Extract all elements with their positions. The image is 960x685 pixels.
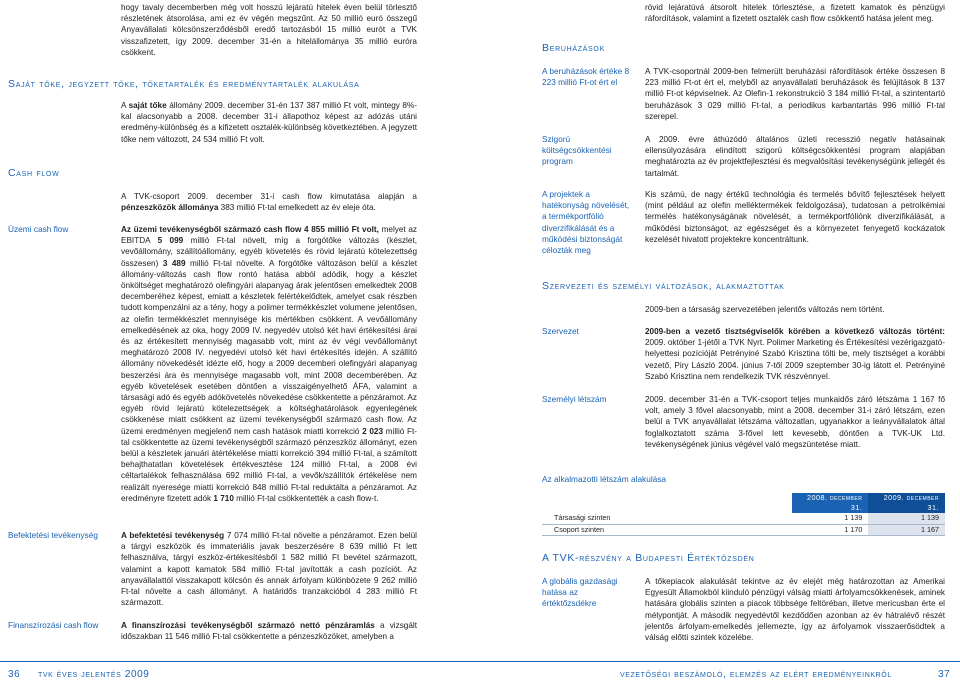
side-label-investment-value: A beruházások értéke 8 223 millió Ft-ot ért el: [542, 66, 630, 88]
share-paragraph: A tőkepiacok alakulását tekintve az év elejét még határozottan az Amerikai Egyesült Államokból kiinduló pénzügyi válság miatti árfolyamcsökkenések, aminek hatására globális szinten a piacok többsége feltöréban, illetve mericusban érte el mélypontját. A második negyedévtől kezdődően azonban az év hátralévő részét jelentős árfolyam-emelkedés jellemezte, így az árfolyamok visszaerősödtek a válság előtti szintek közelébe.: [645, 577, 945, 643]
footer-left-page-number: 36: [8, 669, 21, 680]
footer-right-title: vezetőségi beszámoló, elemzés az elért eredményeinkről: [620, 669, 892, 680]
footer-right-page-number: 37: [938, 669, 951, 680]
headcount-table-wrapper: [542, 493, 945, 536]
table-row: [542, 513, 945, 524]
financing-paragraph: A finanszírozási tevékenységből származó nettó pénzáramlás a vizsgált időszakban 11 546 millió Ft-tal csökkentette a pénzeszközöket, amelyben a: [121, 621, 417, 642]
investments-paragraph-3: Kis számú, de nagy értékű technológia és termelés bővítő fejlesztések helyett (mint például az olefin melléktermékek feldolgozása), tudatosan a petrolkémiai termelés hatékonyságának növelését, a termékportfóliónk diverzifikálását, a működési biztonságot, az egészséget és a környezetet fenyegető kockázatok kezelését hivatott projektekre koncentráltunk.: [645, 190, 945, 244]
side-label-global-effect: A globális gazdasági hatása az értéktőzsdékre: [542, 576, 618, 609]
org-paragraph-2: 2009. december 31-én a TVK-csoport teljes munkaidős záró létszáma 1 167 fő volt, amely 3 fővel alacsonyabb, mint a 2008. december 31-i záró létszám, ezen belül a TVK anyavállalat létszáma változatlan, ugyanakkor a leányvállalatok által foglalkoztatott száma 3-fővel lett kevesebb, döntően a TVK-UK Ltd. tevékenységének június végével való megszüntetése miatt.: [645, 395, 945, 449]
table-cell-2008: 1 139: [792, 513, 869, 524]
table-cell-2009: 1 167: [868, 524, 945, 536]
investing-paragraph: A befektetési tevékenység 7 074 millió Ft-tal növelte a pénzáramot. Ezen belül a tárgyi eszközök és immateriális javak beszerzésére 8 639 millió Ft lett felhasználva, tárgyi eszköz-értékesítésből 1 582 millió Ft bevétel származott, valamint a kapott kamatok 584 millió Ft-tal javították a cash pozíciót. Az anyavállalattól visszakapott kölcsön és annak árfolyam különbözete 9 262 millió Ft-tal növelte a cash állományt. A határidős tranzakcióból 4 283 millió Ft származott.: [121, 531, 417, 608]
side-label-investing: Befektetési tevékenység: [8, 530, 98, 540]
headcount-table: [542, 493, 945, 536]
cashflow-paragraph: A TVK-csoport 2009. december 31-i cash flow kimutatása alapján a pénzeszközök állománya 383 millió Ft-tal emelkedett az év eleje óta.: [121, 192, 417, 213]
table-row-label: Csoport szinten: [542, 524, 792, 536]
section-heading-cashflow: Cash flow: [8, 167, 60, 179]
table-cell-2008: 1 170: [792, 524, 869, 536]
section-heading-equity: Saját tőke, jegyzett tőke, tőketartalék és eredménytartalék alakulása: [8, 78, 360, 90]
table-header-2009: 2009. december 31.: [868, 493, 945, 513]
section-heading-share: A TVK-részvény a Budapesti Értéktőzsdén: [542, 552, 755, 564]
operating-cashflow-paragraph: Az üzemi tevékenységből származó cash flow 4 855 millió Ft volt, melyet az EBITDA 5 099 millió Ft-tal növelt, míg a forgótőke változás (készlet, vevőállomány, szállítóállomány, egyéb követelés és rövid lejáratú kötelezettség összesen) 3 489 millió Ft-tal növelte. A forgótőke változáson belül a készlet állomány-változás cash flow rontó hatása abból adódik, hogy a készlet önköltséget meghatározó olefingyári alapanyag árak jelentősen emelkedtek 2008 decemberéhez képest, emiatt a készletek felértékelődtek, amelyet csak részben tudott kompenzálni az a tény, hogy a polimer termékkészlet volumene jelentősen, az olefin termékkészlet mennyisége kis mértékben csökkent. A vevőállomány emelkedésének az oka, hogy 2009 IV. negyedév utolsó két havi értékesítési árai és az értékesített mennyiség magasabb volt, mint az év végi vevőállományt meghatározó 2008 IV. negyedévi utolsó két havi értékesítés idején. A szállító állomány növekedését idézte elő, hogy a 2009 decemberi olefingyári alapanyag beszerzési ára és mennyisége magasabb volt, mint 2008 decemberében. Az egyéb követelések esetében döntően a visszaigényelhető ÁFA, valamint a társasági adó és egyéb adókövetelés növekedése csökkentette a pénzáramot. Az egyéb rövid lejáratú kötelezettségek a költséghatárolások egyenlegének csökkenése miatt csökkent az üzemi tevékenységből származó cash flow. Az üzemi eredményen megjelenő nem cash hatások miatti korrekció 2 023 millió Ft-tal csökkentette az üzemi tevékenységből származó pénzeszköz állományt, ezen belül a készletek januári átértékelése miatti korrekció 394 millió Ft-tal, a számított behajthatatlan követelések értékvesztése 124 millió Ft-tal, a 2008 évi céltartalékok felhasználása 692 millió Ft-tal, a vevők/szállítók értékelése nem realizált nyeresége miatti korrekció 848 millió Ft-tal reduktálta a pénzáramot. Az eredményre fizetett adók 1 710 millió Ft-tal csökkentették a cash flow-t.: [121, 225, 418, 503]
table-caption: Az alkalmazotti létszám alakulása: [542, 474, 667, 484]
section-heading-organisation: Szervezeti és személyi változások, alakmaztottak: [542, 280, 785, 292]
footer-left-title: tvk éves jelentés 2009: [38, 669, 150, 680]
side-label-financing: Finanszírozási cash flow: [8, 620, 99, 630]
table-header-empty: [542, 493, 792, 513]
section-heading-investments: Beruházások: [542, 42, 605, 54]
footer-rule: [0, 661, 960, 662]
table-row: [542, 524, 945, 536]
side-label-cost-program: Szigorú költségcsökkentési program: [542, 134, 612, 167]
left-intro-paragraph: hogy tavaly decemberben még volt hosszú lejáratú hitelek éven belül törlesztő részletének átsorolása, ami ez év végén megszűnt. Az 50 millió euró összegű Anyavállalati kölcsönszerződésből eredő tartozásból 15 millió eurót a TVK visszafizetett, így 2009. december 31-én a hitelállománya 35 millió euróra csökkent.: [121, 3, 417, 57]
side-label-headcount: Személyi létszám: [542, 394, 607, 404]
side-label-organisation: Szervezet: [542, 326, 579, 336]
table-header-2008: 2008. december 31.: [792, 493, 869, 513]
table-cell-2009: 1 139: [868, 513, 945, 524]
side-label-operating-cashflow: Üzemi cash flow: [8, 224, 69, 234]
org-intro: 2009-ben a társaság szervezetében jelentős változás nem történt.: [645, 305, 885, 314]
side-label-projects: A projektek a hatékonyság növelését, a termékportfólió diverzifikálását és a működési biztonságát célozták meg: [542, 189, 630, 256]
investments-paragraph-2: A 2009. évre áthúzódó általános üzleti recesszió negatív hatásainak ellensúlyozására elindított szigorú költségcsökkentési program alapjában meghatározta az év projektfejlesztési és megvalósítási tevékenységünk jellegét és tartalmát.: [645, 135, 945, 178]
equity-paragraph: A saját tőke állomány 2009. december 31-én 137 387 millió Ft volt, mintegy 8%-kal alacsonyabb a 2008. december 31-i állapothoz képest az adózás utáni eredmény-különbség és a kifizetett osztalék-különbség következtében. A jegyzett tőke nem változott, 24 534 millió Ft volt.: [121, 101, 417, 144]
org-paragraph-1: 2009-ben a vezető tisztségviselők körében a következő változás történt: 2009. október 1-jétől a TVK Nyrt. Polimer Marketing és Értékesítési vezérigazgató-helyettesi pozícióját Petrényiné Szabó Krisztina tölti be, mely tisztséget a korábbi vezető, Piry László 2004. június 7-től 2009 szeptember 30-ig látott el. Petrényiné Szabó Krisztina nem rendelkezik TVK részvénnyel.: [645, 327, 945, 381]
table-row-label: Társasági szinten: [542, 513, 792, 524]
investments-paragraph-1: A TVK-csoportnál 2009-ben felmerült beruházási ráfordítások értéke összesen 8 223 millió Ft-ot ért el, melyből az anyavállalati beruházások és felújítások 8 137 millió Ft-ot képviselnek. Az Olefin-1 rekonstrukció 3 184 millió Ft-tal, a szintentartó beruházások 3 029 millió Ft-tal, a periodikus karbantartás 996 millió Ft-tal szerepel.: [645, 67, 945, 121]
page-footer: [0, 661, 960, 685]
right-intro-paragraph: rövid lejáratúvá átsorolt hitelek törlesztése, a fizetett kamatok és pénzügyi ráfordítások, valamint a fizetett osztalék cash flow csökkentő hatása jelent meg.: [645, 3, 945, 24]
